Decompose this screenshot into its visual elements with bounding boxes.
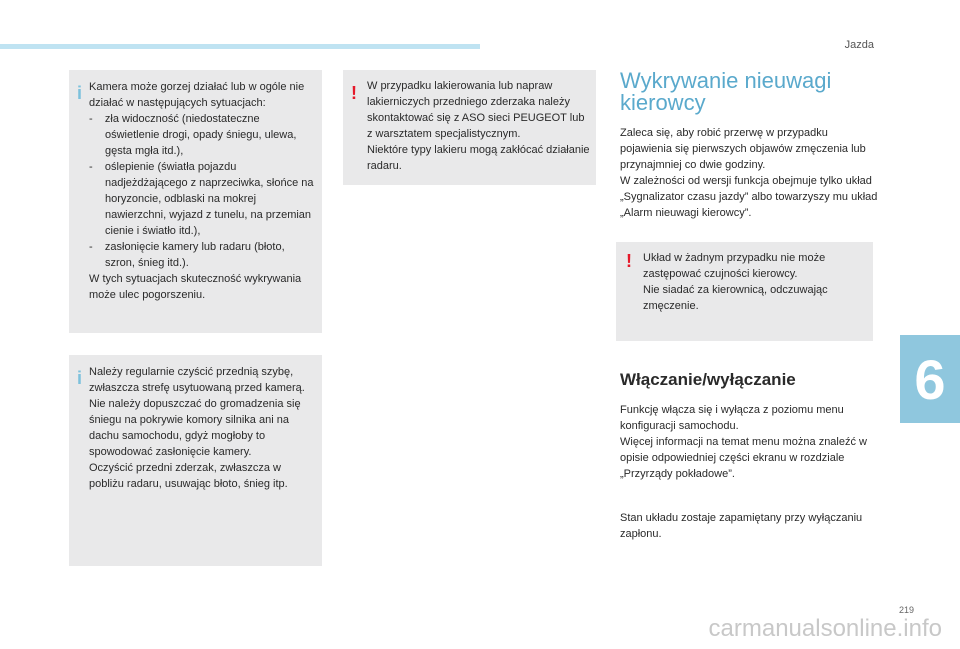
body-text: Stan układu zostaje zapamiętany przy wyłączaniu zapłonu. bbox=[620, 512, 863, 540]
box-list-item: - zła widoczność (niedostateczne oświetlenie drogi, opady śniegu, ulewa, gęsta mgła itd.), bbox=[89, 113, 297, 157]
chapter-tab: 6 bbox=[900, 335, 960, 423]
box-text: W przypadku lakierowania lub napraw lakierniczych przedniego zderzaka należy skontaktować się z ASO sieci PEUGEOT lub z warsztatem specjalistycznym. bbox=[367, 80, 585, 140]
info-box-camera-limits bbox=[69, 70, 322, 333]
info-mark-icon: i bbox=[77, 83, 83, 103]
box-list-item: - oślepienie (światła pojazdu nadjeżdżającego z naprzeciwka, słońce na horyzoncie, odblaski na mokrej nawierzchni, wyjazd z tunelu, na przemian cienie i światło itd.), bbox=[89, 161, 314, 237]
warning-box-vigilance bbox=[616, 242, 873, 341]
warning-box-paint bbox=[343, 70, 596, 185]
body-text: Funkcję włącza się i wyłącza z poziomu menu konfiguracji samochodu. bbox=[620, 404, 844, 432]
warning-mark-icon: ! bbox=[351, 83, 357, 103]
box-text: W tych sytuacjach skuteczność wykrywania może ulec pogorszeniu. bbox=[89, 273, 302, 301]
warning-mark-icon: ! bbox=[626, 251, 632, 271]
section-heading-on-off: Włączanie/wyłączanie bbox=[620, 370, 796, 389]
page-number: 219 bbox=[898, 605, 914, 615]
section-body-driver-attention bbox=[620, 125, 880, 221]
header-accent-bar bbox=[0, 44, 480, 49]
box-list-item: - zasłonięcie kamery lub radaru (błoto, szron, śnieg itd.). bbox=[89, 241, 285, 269]
body-text: Więcej informacji na temat menu można znaleźć w opisie odpowiedniej części ekranu w rozdziale „Przyrządy pokładowe”. bbox=[620, 436, 867, 480]
watermark: carmanualsonline.info bbox=[708, 615, 942, 642]
box-text: Kamera może gorzej działać lub w ogóle nie działać w następujących sytuacjach: bbox=[89, 81, 305, 109]
body-text: W zależności od wersji funkcja obejmuje tylko układ „Sygnalizator czasu jazdy” albo towarzyszy mu układ „Alarm nieuwagi kierowcy”. bbox=[620, 175, 878, 219]
info-box-cleaning bbox=[69, 355, 322, 566]
body-text: Zaleca się, aby robić przerwę w przypadku pojawienia się pierwszych objawów zmęczenia lub przynajmniej co dwie godziny. bbox=[620, 127, 866, 171]
box-text: Nie należy dopuszczać do gromadzenia się śniegu na pokrywie komory silnika ani na dachu samochodu, gdyż mogłoby to spowodować zasłonięcie kamery. bbox=[89, 398, 301, 458]
box-text: Nie siadać za kierownicą, odczuwając zmęczenie. bbox=[643, 284, 828, 312]
info-mark-icon: i bbox=[77, 368, 83, 388]
box-text: Niektóre typy lakieru mogą zakłócać działanie radaru. bbox=[367, 144, 590, 172]
box-text: Należy regularnie czyścić przednią szybę, zwłaszcza strefę usytuowaną przed kamerą. bbox=[89, 366, 305, 394]
box-text: Oczyścić przedni zderzak, zwłaszcza w pobliżu radaru, usuwając błoto, śnieg itp. bbox=[89, 462, 288, 490]
section-body-on-off bbox=[620, 402, 880, 482]
section-heading-driver-attention: Wykrywanie nieuwagi kierowcy bbox=[620, 68, 832, 115]
section-title: Jazda bbox=[844, 39, 874, 51]
box-text: Układ w żadnym przypadku nie może zastępować czujności kierowcy. bbox=[643, 252, 826, 280]
section-note-on-off bbox=[620, 510, 880, 542]
